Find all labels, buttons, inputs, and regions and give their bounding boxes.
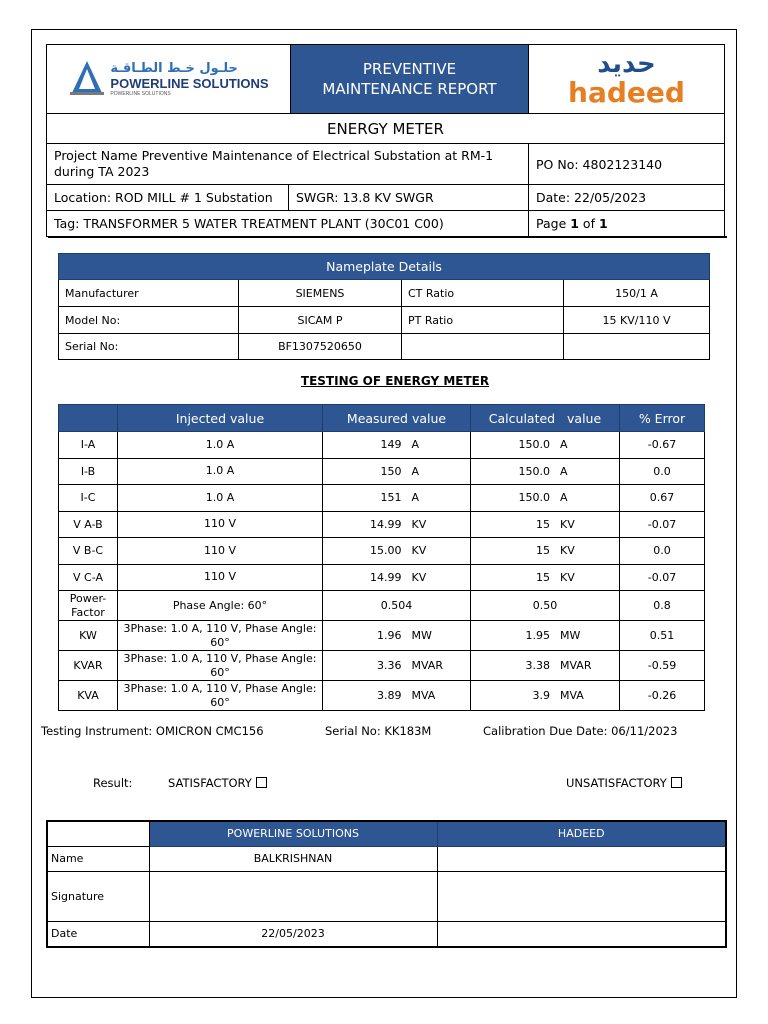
testing-calculated: [471, 651, 620, 681]
nameplate-row: [59, 280, 710, 307]
testing-row: [59, 681, 705, 711]
signoff-powerline-value[interactable]: 22/05/2023: [149, 921, 437, 947]
nameplate-value: BF1307520650: [239, 334, 402, 360]
testing-error-value: 0.0: [653, 464, 671, 478]
section-title-box: [46, 113, 725, 144]
testing-injected: [118, 591, 323, 621]
signoff-row: [47, 846, 726, 871]
testing-injected: [118, 485, 323, 512]
nameplate-title: Nameplate Details: [59, 254, 710, 280]
report-title-line2: MAINTENANCE REPORT: [322, 80, 497, 98]
testing-calculated-value: 15: [536, 544, 550, 558]
testing-measured: [323, 458, 471, 485]
testing-table: [58, 404, 705, 711]
testing-injected-value: 3Phase: 1.0 A, 110 V, Phase Angle: 60°: [123, 621, 317, 649]
nameplate-label: Model No:: [59, 307, 239, 334]
signoff-header-row: [47, 821, 726, 846]
testing-measured-value: 15.00: [370, 544, 402, 558]
unsatisfactory-checkbox[interactable]: [671, 777, 682, 788]
testing-error-value: -0.67: [647, 438, 677, 452]
nameplate-label: Manufacturer: [59, 280, 239, 307]
nameplate-label: [402, 334, 564, 360]
testing-calculated-value: 15: [536, 517, 550, 531]
unsatisfactory-option[interactable]: [566, 776, 682, 790]
project-name: Project Name Preventive Maintenance of Electrical Substation at RM-1 during TA 2023: [54, 148, 494, 179]
signoff-hadeed-value[interactable]: [437, 921, 726, 947]
hadeed-latin-name: hadeed: [568, 76, 685, 109]
testing-title: TESTING OF ENERGY METER: [300, 374, 490, 388]
powerline-logo: [46, 44, 291, 114]
testing-calculated-unit: KV: [560, 570, 575, 584]
nameplate-table: [58, 253, 710, 360]
testing-measured-value: 1.96: [377, 629, 402, 642]
testing-param: [59, 681, 118, 711]
testing-injected: [118, 538, 323, 565]
testing-param: [59, 511, 118, 538]
signoff-label: Date: [47, 921, 149, 947]
testing-row: [59, 621, 705, 651]
signoff-powerline-value[interactable]: [149, 871, 437, 921]
testing-injected: [118, 432, 323, 459]
testing-error-value: 0.8: [653, 599, 671, 612]
testing-measured-unit: MVA: [411, 689, 436, 702]
testing-error-value: 0.67: [649, 491, 675, 505]
testing-measured: [323, 538, 471, 565]
testing-error: [620, 564, 705, 591]
testing-measured-value: 0.504: [380, 599, 413, 612]
testing-calculated-value: 150.0: [518, 438, 550, 452]
testing-calculated: [471, 591, 620, 621]
testing-measured: [323, 511, 471, 538]
testing-error: [620, 432, 705, 459]
signoff-powerline-value[interactable]: BALKRISHNAN: [149, 846, 437, 871]
testing-row: [59, 458, 705, 485]
testing-row: [59, 538, 705, 565]
testing-measured: [323, 621, 471, 651]
testing-measured-value: 3.36: [377, 659, 402, 672]
testing-injected: [118, 511, 323, 538]
testing-param-label: Power-Factor: [69, 591, 107, 619]
testing-measured-value: 150: [380, 464, 402, 478]
testing-error: [620, 621, 705, 651]
testing-measured-unit: MW: [411, 629, 432, 642]
signoff-row: [47, 921, 726, 947]
testing-calculated-value: 150.0: [518, 491, 550, 505]
testing-calculated: [471, 564, 620, 591]
testing-calculated-value: 3.38: [525, 659, 550, 672]
testing-calculated-unit: KV: [560, 517, 575, 531]
report-title-box: [290, 44, 529, 114]
testing-measured-unit: KV: [411, 517, 427, 531]
testing-param-label: I-B: [80, 464, 96, 478]
testing-calculated-unit: A: [560, 491, 568, 505]
instrument-serial: Serial No: KK183M: [325, 724, 432, 738]
project-name-cell: [46, 143, 529, 185]
testing-error: [620, 651, 705, 681]
powerline-tagline: POWERLINE SOLUTIONS: [110, 90, 171, 97]
powerline-arabic-name: حلـول خـط الطـاقـة: [110, 60, 238, 76]
testing-measured-unit: A: [411, 438, 420, 452]
page-of: of: [578, 216, 599, 231]
nameplate-value: SICAM P: [239, 307, 402, 334]
nameplate-label: PT Ratio: [402, 307, 564, 334]
location-cell: [46, 184, 289, 211]
page-current: 1: [570, 216, 579, 231]
signoff-hadeed-value[interactable]: [437, 846, 726, 871]
testing-col-calculated: Calculated value: [471, 405, 620, 432]
testing-param-label: I-A: [80, 438, 96, 452]
calibration-date: Calibration Due Date: 06/11/2023: [483, 724, 678, 738]
po-number-cell: [528, 143, 725, 185]
testing-param-label: V A-B: [73, 517, 103, 531]
location: Location: ROD MILL # 1 Substation: [54, 190, 273, 205]
testing-calculated-unit: A: [560, 464, 568, 478]
testing-measured-unit: KV: [411, 570, 427, 584]
testing-measured-unit: A: [411, 491, 420, 505]
tag-cell: [46, 210, 529, 237]
satisfactory-checkbox[interactable]: [256, 777, 267, 788]
testing-measured: [323, 651, 471, 681]
result-label: Result:: [93, 776, 133, 790]
testing-injected: [118, 621, 323, 651]
testing-measured: [323, 485, 471, 512]
testing-measured: [323, 681, 471, 711]
testing-calculated: [471, 458, 620, 485]
hadeed-arabic-name: حديد: [597, 49, 656, 79]
testing-calculated-unit: MVAR: [560, 659, 592, 672]
signoff-table: [46, 820, 727, 948]
testing-param: [59, 538, 118, 565]
date-cell: [528, 184, 725, 211]
testing-param-label: V B-C: [72, 544, 104, 558]
testing-calculated-value: 0.50: [532, 599, 558, 612]
testing-measured: [323, 564, 471, 591]
testing-row: [59, 511, 705, 538]
testing-measured-value: 14.99: [370, 570, 402, 584]
testing-injected: [118, 458, 323, 485]
testing-injected: [118, 681, 323, 711]
testing-row: [59, 591, 705, 621]
section-title: ENERGY METER: [327, 119, 444, 138]
testing-calculated: [471, 485, 620, 512]
testing-error: [620, 511, 705, 538]
instrument-name: Testing Instrument: OMICRON CMC156: [41, 724, 264, 738]
nameplate-value: [564, 334, 710, 360]
testing-error: [620, 538, 705, 565]
testing-error-value: -0.07: [647, 517, 677, 531]
testing-row: [59, 432, 705, 459]
testing-injected: [118, 564, 323, 591]
testing-param: [59, 458, 118, 485]
po-number: PO No: 4802123140: [536, 156, 663, 172]
testing-col-error: % Error: [620, 405, 705, 432]
testing-calculated: [471, 621, 620, 651]
nameplate-label: Serial No:: [59, 334, 239, 360]
nameplate-label: CT Ratio: [402, 280, 564, 307]
testing-param: [59, 564, 118, 591]
report-title-line1: PREVENTIVE: [362, 60, 457, 78]
testing-error-value: 0.51: [649, 629, 675, 642]
testing-col-param: [59, 405, 118, 432]
testing-row: [59, 564, 705, 591]
hadeed-logo: [528, 44, 725, 114]
report-date: Date: 22/05/2023: [536, 190, 647, 205]
equipment-tag: Tag: TRANSFORMER 5 WATER TREATMENT PLANT (30C01 C00): [54, 216, 444, 231]
testing-param-label: KVA: [77, 689, 99, 702]
testing-calculated-unit: KV: [560, 544, 575, 558]
signoff-hadeed-value[interactable]: [437, 871, 726, 921]
testing-injected-value: 3Phase: 1.0 A, 110 V, Phase Angle: 60°: [123, 651, 317, 679]
testing-error-value: -0.26: [647, 689, 677, 702]
testing-row: [59, 485, 705, 512]
swgr-cell: [288, 184, 529, 211]
testing-param-label: I-C: [80, 491, 96, 505]
testing-measured-unit: MVAR: [411, 659, 443, 672]
testing-calculated-value: 1.95: [525, 629, 550, 642]
powerline-company-name: POWERLINE SOLUTIONS: [110, 75, 269, 91]
nameplate-value: 150/1 A: [564, 280, 710, 307]
testing-calculated-value: 3.9: [532, 689, 550, 702]
testing-col-measured: Measured value: [323, 405, 471, 432]
page-prefix: Page: [536, 216, 571, 231]
testing-calculated-value: 15: [536, 570, 550, 584]
testing-param: [59, 485, 118, 512]
signoff-label: Name: [47, 846, 149, 871]
testing-error: [620, 458, 705, 485]
signoff-col-hadeed: HADEED: [437, 821, 726, 846]
testing-injected-value: 110 V: [203, 517, 237, 531]
testing-measured-value: 149: [380, 438, 402, 452]
nameplate-header-row: [59, 254, 710, 280]
testing-measured-value: 151: [380, 491, 402, 505]
testing-calculated: [471, 538, 620, 565]
testing-injected-value: Phase Angle: 60°: [172, 598, 268, 612]
testing-header-row: [59, 405, 705, 432]
testing-error: [620, 591, 705, 621]
nameplate-value: 15 KV/110 V: [564, 307, 710, 334]
testing-measured: [323, 591, 471, 621]
testing-param: [59, 651, 118, 681]
testing-measured-value: 14.99: [370, 517, 402, 531]
signoff-col-powerline: POWERLINE SOLUTIONS: [149, 821, 437, 846]
testing-col-injected: Injected value: [118, 405, 323, 432]
testing-calculated: [471, 511, 620, 538]
testing-calculated-unit: A: [560, 438, 568, 452]
testing-param-label: KVAR: [73, 659, 103, 672]
testing-row: [59, 651, 705, 681]
signoff-row: [47, 871, 726, 921]
testing-param-label: V C-A: [73, 570, 103, 584]
testing-calculated-value: 150.0: [518, 464, 550, 478]
testing-injected-value: 1.0 A: [205, 437, 235, 451]
page-total: 1: [598, 216, 608, 231]
testing-measured-unit: KV: [411, 544, 427, 558]
testing-param: [59, 621, 118, 651]
page-number-cell: [528, 210, 725, 237]
testing-error-value: -0.07: [647, 570, 677, 584]
header-shadow: [48, 236, 727, 238]
testing-error: [620, 485, 705, 512]
testing-calculated: [471, 681, 620, 711]
testing-error-value: 0.0: [653, 544, 671, 558]
satisfactory-label: SATISFACTORY: [168, 776, 252, 790]
nameplate-row: [59, 334, 710, 360]
testing-calculated-unit: MW: [560, 629, 581, 642]
testing-measured-value: 3.89: [377, 689, 402, 702]
testing-injected: [118, 651, 323, 681]
unsatisfactory-label: UNSATISFACTORY: [566, 776, 667, 790]
testing-param: [59, 591, 118, 621]
testing-param-label: KW: [79, 629, 97, 642]
swgr: SWGR: 13.8 KV SWGR: [296, 190, 434, 205]
testing-measured-unit: A: [411, 464, 420, 478]
signoff-corner: [47, 821, 149, 846]
satisfactory-option[interactable]: [168, 776, 267, 790]
testing-injected-value: 110 V: [203, 543, 237, 557]
testing-param: [59, 432, 118, 459]
signoff-label: Signature: [47, 871, 149, 921]
testing-measured: [323, 432, 471, 459]
testing-error: [620, 681, 705, 711]
powerline-tower-icon: [68, 59, 106, 99]
nameplate-row: [59, 307, 710, 334]
testing-injected-value: 110 V: [203, 570, 237, 584]
testing-injected-value: 1.0 A: [205, 490, 235, 504]
nameplate-value: SIEMENS: [239, 280, 402, 307]
testing-injected-value: 3Phase: 1.0 A, 110 V, Phase Angle: 60°: [123, 681, 317, 709]
testing-injected-value: 1.0 A: [205, 464, 235, 478]
testing-calculated-unit: MVA: [560, 689, 584, 702]
testing-calculated: [471, 432, 620, 459]
testing-error-value: -0.59: [647, 659, 677, 672]
